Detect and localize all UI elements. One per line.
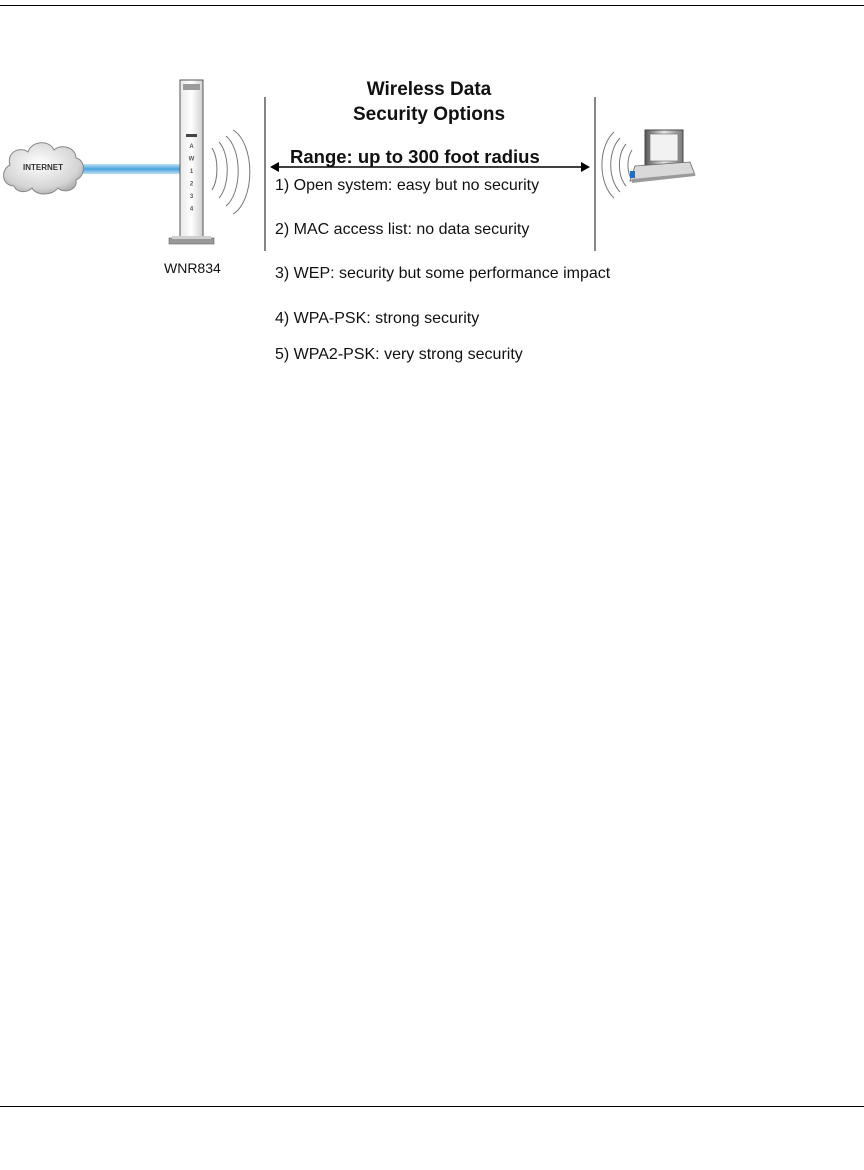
security-option-wpa-psk: 4) WPA-PSK: strong security <box>275 310 480 327</box>
security-option-wep: 3) WEP: security but some performance impact <box>275 265 611 282</box>
laptop-icon <box>630 130 695 183</box>
page-bottom-rule <box>0 1106 864 1107</box>
network-cable <box>78 164 180 174</box>
router-indicator-mark: 4 <box>189 206 194 213</box>
range-label: Range: up to 300 foot radius <box>290 146 540 167</box>
security-option-wpa2-psk: 5) WPA2-PSK: very strong security <box>275 346 523 363</box>
diagram-title-line2: Security Options <box>352 104 506 125</box>
router-indicator-mark: 2 <box>189 181 194 188</box>
internet-cloud-label: INTERNET <box>23 163 63 172</box>
security-option-open-system: 1) Open system: easy but no security <box>275 177 540 194</box>
router-signal-waves-icon <box>212 130 250 214</box>
router-indicator-mark: A <box>189 144 194 150</box>
router-indicator-mark: 1 <box>189 169 194 175</box>
diagram-title-line1: Wireless Data <box>366 79 492 100</box>
router-indicator-mark: 3 <box>189 194 194 200</box>
router-indicator-mark: W <box>188 156 195 163</box>
security-option-mac-access-list: 2) MAC access list: no data security <box>275 221 530 238</box>
wireless-security-diagram <box>0 0 864 400</box>
router-model-label: WNR834 <box>164 260 221 276</box>
laptop-signal-waves-icon <box>602 132 632 198</box>
